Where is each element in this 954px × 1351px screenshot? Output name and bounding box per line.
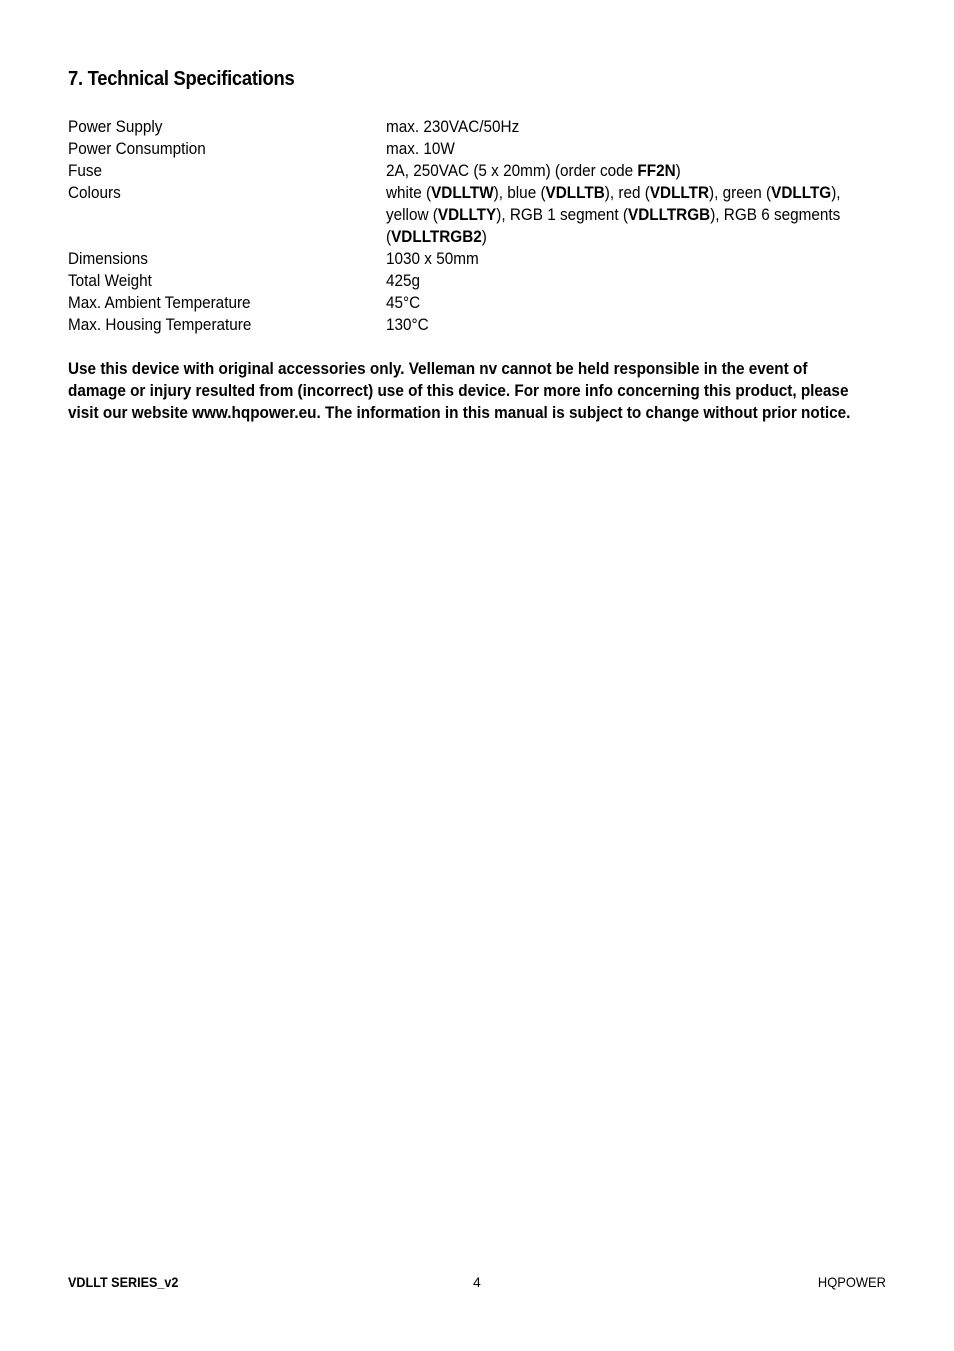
spec-value-text: ), green ( — [709, 183, 772, 202]
spec-label: Total Weight — [68, 271, 152, 290]
disclaimer-line: damage or injury resulted from (incorrect) use of this device. For more info concerning this product, please — [68, 381, 849, 400]
spec-label: Power Consumption — [68, 139, 206, 158]
spec-label: Fuse — [68, 161, 103, 180]
disclaimer-notice — [68, 358, 878, 424]
product-code: VDLLTY — [437, 205, 497, 224]
spec-value-text: ), RGB 6 segments ( — [386, 205, 841, 246]
spec-value-text: 425g — [386, 271, 421, 290]
product-code: VDLLTRGB2 — [391, 227, 482, 246]
spec-row — [68, 160, 888, 182]
disclaimer-line: Use this device with original accessories only. Velleman nv cannot be held responsible in the event of — [68, 359, 808, 378]
spec-row — [68, 248, 888, 270]
product-code: VDLLTRGB — [628, 205, 711, 224]
spec-value-text: ), blue ( — [493, 183, 546, 202]
product-code: VDLLTG — [771, 183, 832, 202]
spec-label: Colours — [68, 183, 121, 202]
footer-brand: HQPOWER — [818, 1274, 886, 1290]
disclaimer-line: visit our website www.hqpower.eu. The information in this manual is subject to change without prior notice. — [68, 403, 851, 422]
spec-row — [68, 138, 888, 160]
spec-value — [386, 270, 888, 292]
spec-value-text: max. 10W — [386, 139, 455, 158]
spec-row — [68, 182, 888, 248]
spec-value-text: ), RGB 1 segment ( — [496, 205, 629, 224]
product-code: VDLLTB — [545, 183, 605, 202]
product-code: FF2N — [637, 161, 676, 180]
spec-value — [386, 314, 888, 336]
spec-label: Dimensions — [68, 249, 148, 268]
spec-row — [68, 116, 888, 138]
section-title-text: Technical Specifications — [87, 68, 295, 90]
spec-value-text: white ( — [386, 183, 432, 202]
spec-row — [68, 314, 888, 336]
spec-row — [68, 270, 888, 292]
section-number: 7. — [68, 68, 83, 90]
footer-page-number: 4 — [473, 1274, 481, 1290]
product-code: VDLLTW — [431, 183, 494, 202]
spec-label: Max. Housing Temperature — [68, 315, 252, 334]
spec-value — [386, 160, 888, 182]
spec-value-text: ) — [675, 161, 681, 180]
spec-value — [386, 182, 888, 248]
spec-value — [386, 138, 888, 160]
product-code: VDLLTR — [649, 183, 710, 202]
spec-label: Max. Ambient Temperature — [68, 293, 251, 312]
specifications-list — [68, 116, 888, 336]
spec-row — [68, 292, 888, 314]
spec-value-text: ) — [481, 227, 487, 246]
section-title — [68, 68, 294, 91]
spec-label: Power Supply — [68, 117, 163, 136]
spec-value — [386, 116, 888, 138]
footer-document-id: VDLLT SERIES_v2 — [68, 1274, 179, 1290]
spec-value-text: ), red ( — [604, 183, 650, 202]
spec-value-text: max. 230VAC/50Hz — [386, 117, 520, 136]
spec-value-text: ), yellow ( — [386, 183, 841, 224]
spec-value-text: 45°C — [386, 293, 421, 312]
spec-value-text: 2A, 250VAC (5 x 20mm) (order code — [386, 161, 638, 180]
spec-value — [386, 292, 888, 314]
spec-value-text: 1030 x 50mm — [386, 249, 479, 268]
spec-value — [386, 248, 888, 270]
spec-value-text: 130°C — [386, 315, 429, 334]
